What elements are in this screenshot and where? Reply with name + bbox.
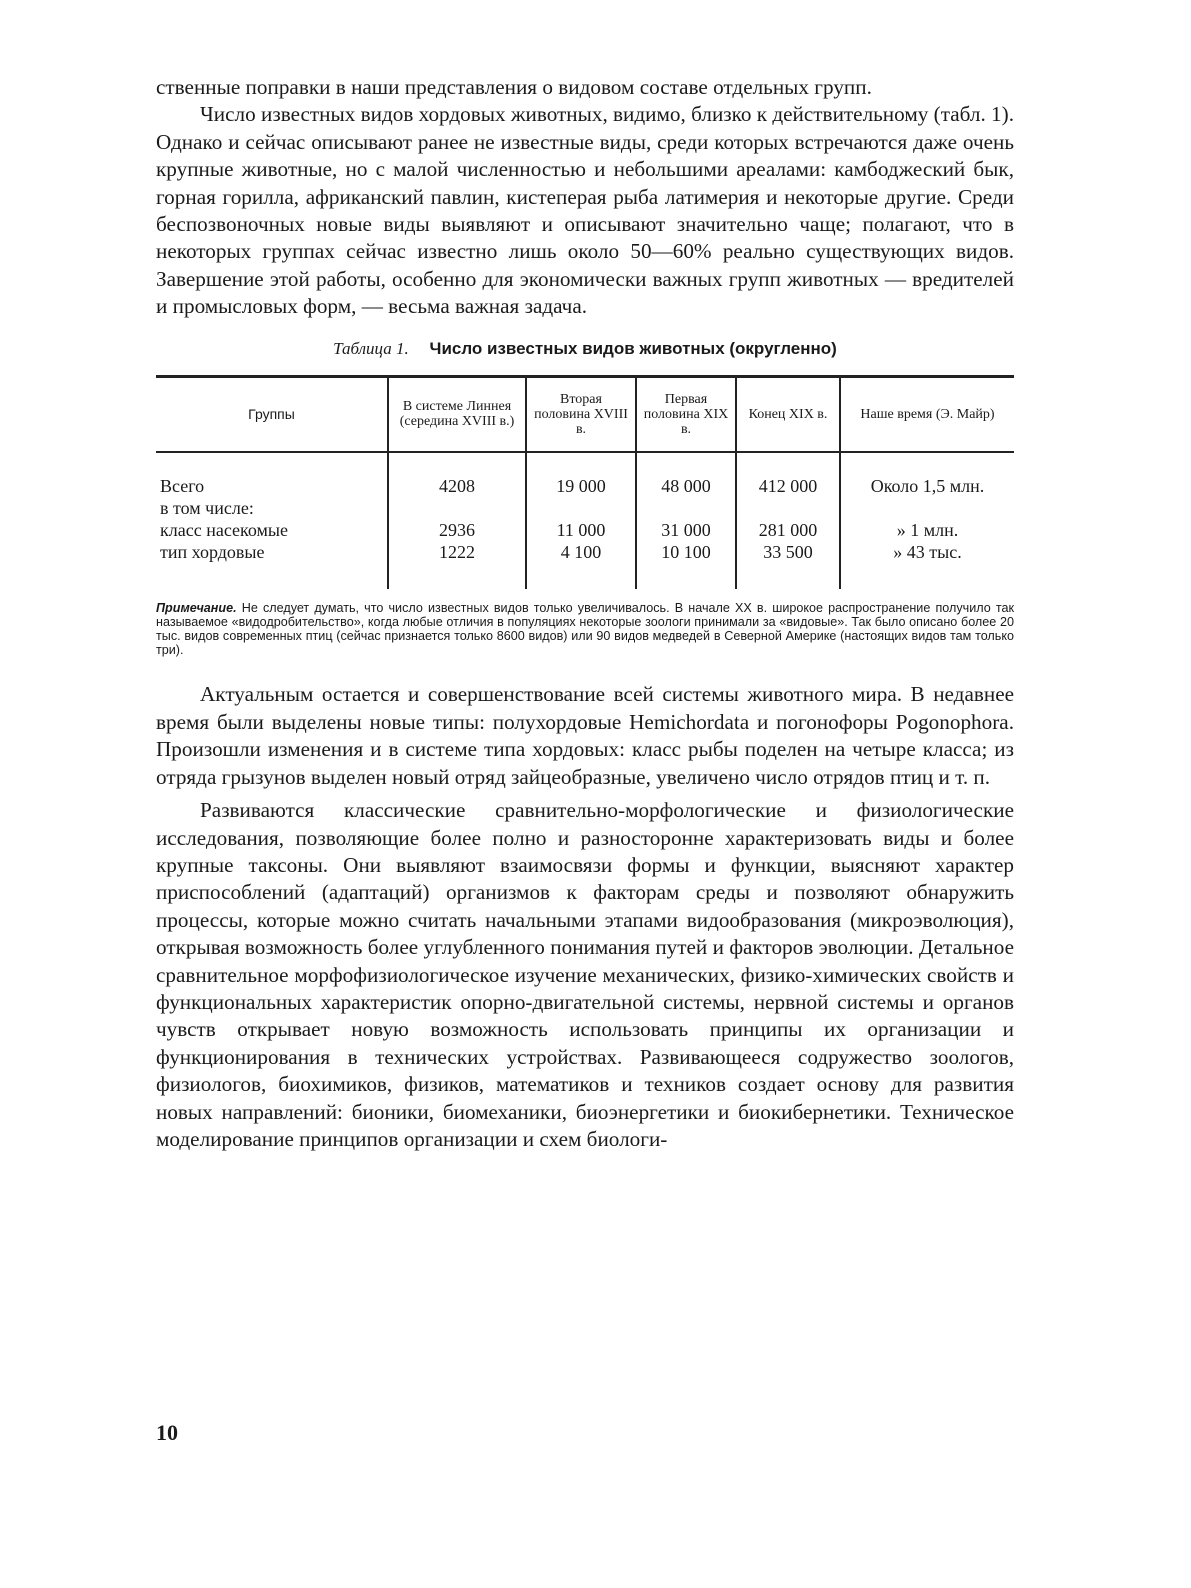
table-row (156, 452, 1014, 497)
table-cell (388, 497, 526, 519)
table-caption-title: Число известных видов животных (округленно) (429, 338, 837, 358)
column-header: Конец XIX в. (736, 376, 840, 452)
table-cell: тип хордовые (160, 541, 265, 562)
column-header: Вторая половина XVIII в. (526, 376, 636, 452)
table-cell: 31 000 (636, 519, 736, 541)
table-cell (526, 497, 636, 519)
table-cell: 33 500 (736, 541, 840, 589)
table-cell (840, 497, 1014, 519)
table-note-text: Не следует думать, что число известных видов только увеличивалось. В начале XX в. широкое распространение получило так называемое «видодробительство», когда любые отличия в популяциях некоторые зоологи принимали за «видовые». Так было описано более 20 тыс. видов современных птиц (сейчас признается только 8600 видов) или 90 видов медведей в Северной Америке (настоящих видов там только три). (156, 600, 1015, 658)
table-cell: 2936 (388, 519, 526, 541)
table-cell: 48 000 (636, 452, 736, 497)
table-cell: 412 000 (736, 452, 840, 497)
table-row (156, 519, 1014, 541)
table-note-label: Примечание. (156, 600, 237, 615)
table-caption-label: Таблица 1. (333, 338, 409, 358)
table-cell: Около 1,5 млн. (840, 452, 1014, 497)
species-table (156, 375, 1014, 589)
table-caption (156, 339, 1014, 359)
paragraph: Развиваются классические сравнительно-морфологические и физиологические исследования, позволяющие более полно и разносторонне характеризовать виды и более крупные таксоны. Они выявляют взаимосвязи формы и функции, выясняют характер приспособлений (адаптаций) организмов к факторам среды и позволяют обнаружить процессы, которые можно считать начальными этапами видообразования (микроэволюция), открывая возможность более углубленного понимания путей и факторов эволюции. Детальное сравнительное морфофизиологическое изучение механических, физико-химических свойств и функциональных характеристик опорно-двигательной системы, нервной системы и органов чувств открывает новую возможность использовать принципы их организации и функционирования в технических устройствах. Развивающееся содружество зоологов, физиологов, биохимиков, физиков, математиков и техников создает основу для развития новых направлений: бионики, биомеханики, биоэнергетики и биокибернетики. Техническое моделирование принципов организации и схем биологи- (156, 798, 1014, 1151)
table-cell (636, 497, 736, 519)
column-header: Первая половина XIX в. (636, 376, 736, 452)
page-body (156, 74, 1014, 1153)
table-row (156, 497, 1014, 519)
table-cell: 11 000 (526, 519, 636, 541)
column-header: Группы (156, 376, 388, 452)
table-cell (736, 497, 840, 519)
table-cell: в том числе: (160, 497, 254, 518)
column-header: Наше время (Э. Майр) (840, 376, 1014, 452)
table-cell: » 1 млн. (840, 519, 1014, 541)
table-note (156, 601, 1014, 658)
table-cell: 10 100 (636, 541, 736, 589)
table-header-row (156, 376, 1014, 452)
table-cell: 1222 (388, 541, 526, 589)
page-number: 10 (156, 1420, 178, 1445)
table-row (156, 541, 1014, 589)
table-cell: 281 000 (736, 519, 840, 541)
table-cell: класс насекомые (160, 519, 288, 540)
table-cell: Всего (160, 475, 205, 496)
column-header: В системе Линнея (середина XVIII в.) (388, 376, 526, 452)
table-cell: 4 100 (526, 541, 636, 589)
table-cell: » 43 тыс. (840, 541, 1014, 589)
table-cell: 4208 (388, 452, 526, 497)
paragraph: Актуальным остается и совершенствование всей системы животного мира. В недавнее время были выделены новые типы: полухордовые Hemichordata и погонофоры Pogonophora. Произошли изменения и в системе типа хордовых: класс рыбы поделен на четыре класса; из отряда грызунов выделен новый отряд зайцеобразные, увеличено число отрядов птиц и т. п. (156, 682, 1014, 789)
table-cell: 19 000 (526, 452, 636, 497)
paragraph: Число известных видов хордовых животных, видимо, близко к действительному (табл. 1). Однако и сейчас описывают ранее не известные виды, среди которых встречаются даже очень крупные животные, но с малой численностью и небольшими ареалами: камбоджеский бык, горная горилла, африканский павлин, кистеперая рыба латимерия и некоторые другие. Среди беспозвоночных новые виды выявляют и описывают значительно чаще; полагают, что в некоторых группах сейчас известно лишь около 50—60% реально существующих видов. Завершение этой работы, особенно для экономически важных групп животных — вредителей и промысловых форм, — весьма важная задача. (156, 102, 1014, 319)
paragraph-continuation: ственные поправки в наши представления о видовом составе отдельных групп. (156, 75, 872, 99)
